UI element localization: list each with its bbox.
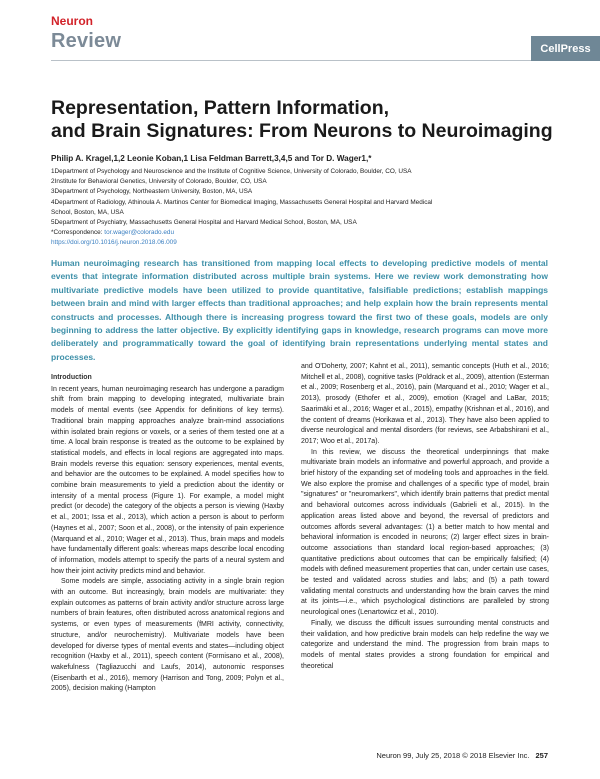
affiliation-5: 5Department of Psychiatry, Massachusetts General Hospital and Harvard Medical School, Boston, MA, USA — [51, 219, 357, 227]
correspondence-label: *Correspondence: — [51, 229, 105, 237]
footer-citation: Neuron 99, July 25, 2018 © 2018 Elsevier Inc. — [376, 751, 530, 760]
doi-link[interactable]: https://doi.org/10.1016/j.neuron.2018.06.009 — [51, 239, 177, 247]
correspondence — [51, 228, 561, 238]
body-paragraph: Some models are simple, associating activity in a single brain region with an outcome. But increasingly, brain models are multivariate: they explain outcomes as patterns of brain activity and/or structure across large numbers of brain features, often distributed across anatomical regions and systems, or even types of measurements (fMRI activity, connectivity, structure, and/or neurochemistry). Multivariate models have been developed for diverse types of mental events and states—including object recognition (Haxby et al., 2011), speech content (Formisano et al., 2008), wakefulness (Tagliazucchi and Laufs, 2014), autonomic responses (Eisenbarth et al., 2016), memory (Harrison and Tong, 2009; Polyn et al., 2005), decision making (Hampton — [51, 578, 284, 693]
body-paragraph: In recent years, human neuroimaging research has undergone a paradigm shift from brain mapping to developing integrated, multivariate brain models of mental events (see Appendix for definitions of key terms). Traditional brain mapping approaches analyze brain-mind associations within isolated brain regions or voxels, or a series of them tested one at a time. A local brain response is treated as the outcome to be explained by statistical models, and effects in local regions are aggregated into maps. Brain models reverse this equation: sensory experiences, mental events, and behavior are the outcomes to be explained. A model specifies how to combine brain measurements to yield a prediction about the identity or intensity of a mental process (Figure 1). For example, a model might predict (or decode) the category of the objects a person is viewing (Haxby et al., 2001; Issa et al., 2013), which action a person is about to perform (Haynes et al., 2007; Soon et al., 2008), or the intensity of pain experience (Marquand et al., 2010; Wager et al., 2013). Thus, brain maps and models have fundamentally different goals: whereas maps describe local encoding of information, models attempt to specify the parts of a neural system and how their joint activity predicts mind and behavior. — [51, 385, 284, 575]
body-paragraph: In this review, we discuss the theoretical underpinnings that make multivariate brain models an informative and powerful approach, and provide a brief history of the expanding set of modeling tools and approaches in the field. We also explore the promise and challenges of a specific type of model, brain "signatures" or "neuromarkers", which identify brain patterns that predict mental and behavioral outcomes across individuals (Gabrieli et al., 2015). In the application areas listed above and beyond, the reversal of predictors and outcomes affords several advantages: (1) a better match to how mental and behavioral information is encoded in neurons; (2) larger effect sizes in brain-outcome associations than standard local region-based approaches; (3) quantitative predictions about outcomes that can be empirically falsified; (4) models with defined measurement properties that can, under certain use cases, be tested and validated across studies and labs; and (5) a path toward validating mental constructs and understanding how the brain carves the mind at its joints—i.e., which psychological distinctions are paralleled by strong neurological ones (Lenartowicz et al., 2010). — [301, 448, 549, 617]
article-title — [51, 97, 571, 143]
section-label: Review — [51, 30, 122, 52]
journal-header — [0, 0, 600, 62]
body-paragraph: and O'Doherty, 2007; Kahnt et al., 2011), semantic concepts (Huth et al., 2016; Mitchell et al., 2008), cognitive tasks (Poldrack et al., 2009), attention (Esterman et al., 2009; Rosenberg et al., 2016), pain (Marquand et al., 2010; Wager et al., 2013), prosody (Ethofer et al., 2009), emotion (Kragel and LaBar, 2015; Saarimäki et al., 2016; Wager et al., 2015), empathy (Krishnan et al., 2016), and the content of dreams (Horikawa et al., 2013). They have also been applied to diverse neurological and mental disorders (for reviews, see Arbabshirani et al., 2017; Woo et al., 2017a). — [301, 363, 549, 445]
affiliations — [51, 167, 561, 249]
header-divider — [51, 60, 531, 61]
affiliation-3: 3Department of Psychology, Northeastern University, Boston, MA, USA — [51, 188, 253, 196]
body-column-left — [51, 373, 284, 695]
page-footer — [376, 751, 548, 760]
cellpress-logo: CellPress — [531, 36, 600, 61]
page-number: 257 — [535, 751, 548, 760]
author-list: Philip A. Kragel,1,2 Leonie Koban,1 Lisa Feldman Barrett,3,4,5 and Tor D. Wager1,* — [51, 154, 372, 163]
body-column-right — [301, 362, 549, 672]
title-line-2: and Brain Signatures: From Neurons to Neuroimaging — [51, 120, 553, 142]
affiliation-1: 1Department of Psychology and Neuroscience and the Institute of Cognitive Science, University of Colorado, Boulder, CO, USA — [51, 168, 412, 175]
title-line-1: Representation, Pattern Information, — [51, 97, 390, 119]
affiliation-4: 4Department of Radiology, Athinoula A. Martinos Center for Biomedical Imaging, Massachusetts General Hospital and Harvard Medical — [51, 198, 433, 206]
journal-name: Neuron — [51, 14, 93, 28]
correspondence-email-link[interactable]: tor.wager@colorado.edu — [104, 229, 175, 237]
affiliation-2: 2Institute for Behavioral Genetics, University of Colorado, Boulder, CO, USA — [51, 178, 267, 186]
introduction-heading: Introduction — [51, 374, 92, 381]
body-paragraph: Finally, we discuss the difficult issues surrounding mental constructs and their validation, and how predictive brain models can help redefine the way we categorize and understand the mind. The progression from brain maps to models of mental states provides a strong foundation for empirical and theoretical — [301, 619, 549, 670]
affiliation-4-cont: School, Boston, MA, USA — [51, 208, 124, 216]
abstract: Human neuroimaging research has transitioned from mapping local effects to developing predictive models of mental events that integrate information distributed across multiple brain systems. Here we review work demonstrating how multivariate predictive models have been utilized to provide quantitative, falsifiable predictions; establish mappings between brain and mind with larger effects than traditional approaches; and help explain how the brain represents mental constructs and processes. Although there is increasing progress toward the first two of these goals, models are only beginning to address the latter objective. By explicitly identifying gaps in knowledge, research programs can move more deliberately and programmatically toward the goal of identifying brain representations underlying mental states and processes. — [51, 258, 548, 362]
